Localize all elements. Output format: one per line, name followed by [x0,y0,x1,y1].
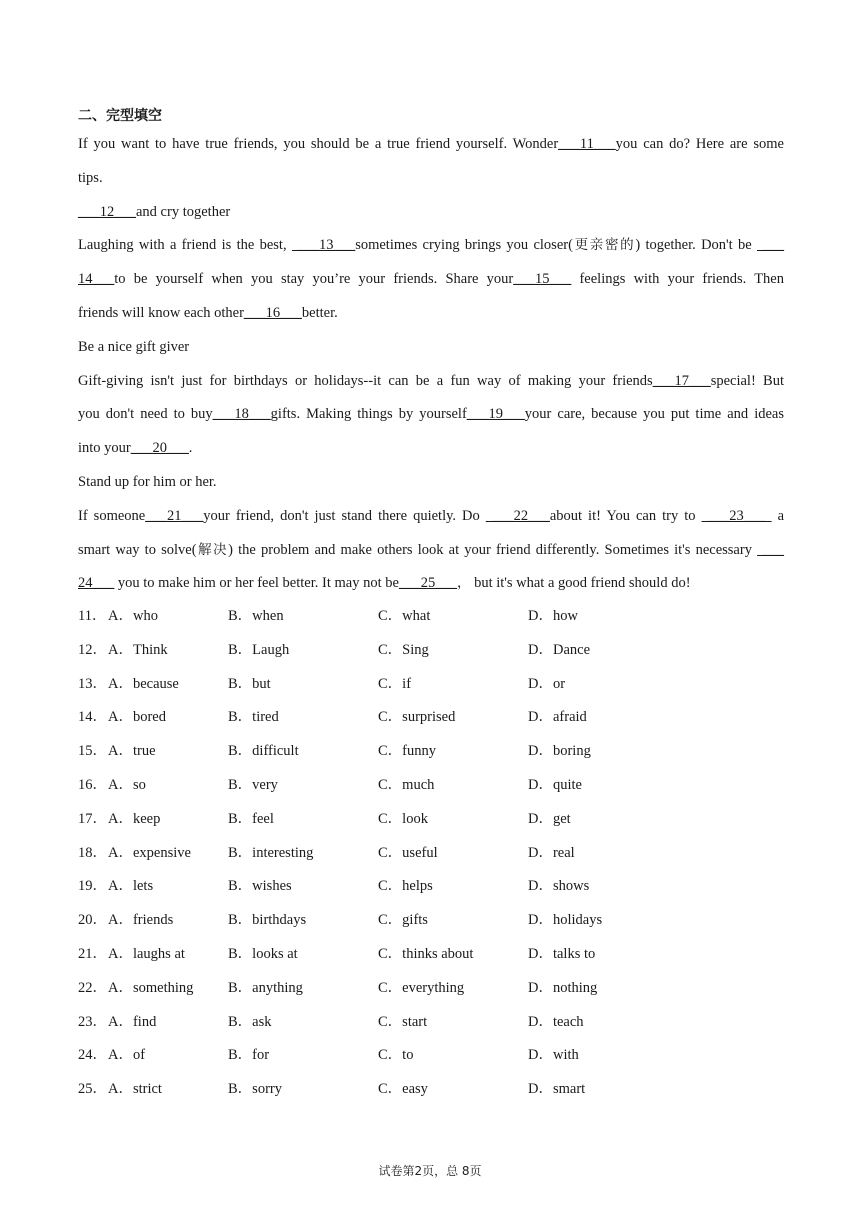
question-number: 11． [78,608,107,624]
blank-14-end: 14___ [78,271,115,288]
blank-22: ___22___ [485,507,550,524]
option-d: D．get [528,810,571,827]
blank-24-end: 24___ [78,575,115,592]
blank-14-start: ___ [756,237,785,254]
option-a: A．something [108,979,194,996]
option-d: D．teach [528,1013,584,1030]
question-number: 18． [78,844,107,861]
option-c: C．useful [378,844,438,861]
passage-line: Laughing with a friend is the best, ___13___sometimes crying brings you closer(更亲密的) together. Don't be ___ [78,237,785,254]
option-c: C．surprised [378,709,456,726]
passage-line: you don't need to buy___18___gifts. Making things by yourself___19___your care, because you put time and ideas [78,406,784,423]
question-row [78,668,784,702]
option-b: B．tired [228,709,279,726]
question-row [78,701,784,735]
question-row [78,803,784,837]
option-c: C．funny [378,743,436,760]
option-b: B．sorry [228,1081,282,1098]
option-a: A．of [108,1047,146,1064]
passage-line: into your___20___. [78,440,193,457]
question-number: 14． [78,709,107,726]
option-b: B．ask [228,1013,272,1030]
blank-11: ___11___ [558,136,616,152]
option-d: D．or [528,675,566,692]
question-number: 25． [78,1081,107,1098]
question-number: 13． [78,675,107,692]
question-row [78,938,784,972]
blank-24-start: ___ [757,541,784,558]
option-c: C．much [378,776,435,793]
blank-21: ___21___ [145,507,204,524]
subheading-laugh: ___12___and cry together [78,203,231,220]
option-c: C．helps [378,878,433,895]
option-c: C．thinks about [378,945,474,962]
blank-13: ___13___ [291,237,356,254]
blank-16: ___16___ [243,304,302,321]
option-b: B．interesting [228,844,314,861]
option-d: D．boring [528,743,591,760]
option-a: A．friends [108,912,174,929]
question-row [78,904,784,938]
option-d: D．Dance [528,641,591,658]
option-b: B．wishes [228,878,292,895]
option-c: C．start [378,1013,428,1030]
passage-line: If someone___21___your friend, don't just stand there quietly. Do ___22___about it! You can try to ___23___ a [78,507,785,524]
blank-12: ___12___ [78,203,136,220]
option-c: C．look [378,810,428,827]
option-b: B．Laugh [228,641,290,658]
question-row [78,1039,784,1073]
passage-line: Gift-giving isn't just for birthdays or holidays--it can be a fun way of making your friends___17___special! But [78,372,784,389]
option-d: D．how [528,608,578,624]
blank-25: ___25___ [398,575,457,592]
option-d: D．nothing [528,979,598,996]
option-d: D．real [528,844,575,861]
passage-line: tips. [78,169,103,186]
option-b: B．when [228,608,284,624]
question-row [78,600,784,634]
option-a: A．lets [108,878,154,895]
question-row [78,870,784,904]
cloze-passage [78,128,784,601]
question-row [78,735,784,769]
option-a: A．expensive [108,844,191,861]
option-c: C．what [378,608,431,624]
option-c: C．everything [378,979,465,996]
question-number: 17． [78,810,107,827]
section-title: 二、完型填空 [78,108,162,124]
option-b: B．for [228,1047,270,1064]
question-number: 12． [78,641,107,658]
question-number: 19． [78,878,107,895]
blank-18: ___18___ [212,406,271,423]
question-number: 15． [78,743,107,760]
option-c: C．to [378,1047,414,1064]
question-number: 20． [78,912,107,929]
question-row [78,837,784,871]
option-a: A．strict [108,1081,162,1098]
blank-19: ___19___ [466,406,525,423]
blank-20: ___20___ [130,440,189,457]
option-a: A．bored [108,709,166,726]
blank-17: ___17___ [652,372,711,389]
option-b: B．difficult [228,743,299,760]
question-list [78,600,784,1107]
option-d: D．talks to [528,945,596,962]
option-a: A．because [108,675,179,692]
option-a: A．true [108,743,156,760]
option-d: D．smart [528,1081,586,1098]
question-number: 24． [78,1047,107,1064]
option-d: D．shows [528,878,590,895]
question-number: 22． [78,979,107,996]
option-b: B．birthdays [228,912,307,929]
option-d: D．afraid [528,709,587,726]
passage-line: 24___ you to make him or her feel better. It may not be___25___， but it's what a good friend should do! [78,575,691,592]
option-b: B．anything [228,979,303,996]
option-c: C．gifts [378,912,428,929]
option-a: A．keep [108,810,161,827]
question-row [78,634,784,668]
subheading-gift: Be a nice gift giver [78,338,190,355]
option-b: B．very [228,776,278,793]
passage-line: smart way to solve(解决) the problem and make others look at your friend differently. Sometimes it's necessary ___ [78,541,784,558]
question-row [78,972,784,1006]
option-a: A．laughs at [108,945,185,962]
question-row [78,1006,784,1040]
question-row [78,1073,784,1107]
option-d: D．with [528,1047,579,1064]
option-d: D．holidays [528,912,603,929]
option-c: C．Sing [378,641,429,658]
passage-line: friends will know each other___16___better. [78,304,338,321]
option-a: A．who [108,608,158,624]
passage-line: 14___to be yourself when you stay you’re your friends. Share your___15___ feelings with your friends. Then [78,271,784,288]
option-b: B．feel [228,810,274,827]
question-number: 23． [78,1013,107,1030]
option-a: A．find [108,1013,157,1030]
option-a: A．so [108,776,146,793]
option-b: B．but [228,675,271,692]
question-row [78,769,784,803]
passage-line: If you want to have true friends, you should be a true friend yourself. Wonder___11___you can do? Here are some [78,136,784,152]
option-a: A．Think [108,641,168,658]
option-d: D．quite [528,776,582,793]
question-number: 16． [78,776,107,793]
page-footer: 试卷第2页，总 8页 [378,1164,482,1178]
blank-23: ___23___ [701,507,772,524]
option-b: B．looks at [228,945,298,962]
option-c: C．if [378,675,412,692]
option-c: C．easy [378,1081,428,1098]
question-number: 21． [78,945,107,962]
subheading-stand-up: Stand up for him or her. [78,473,217,490]
blank-15: ___15___ [513,271,572,288]
